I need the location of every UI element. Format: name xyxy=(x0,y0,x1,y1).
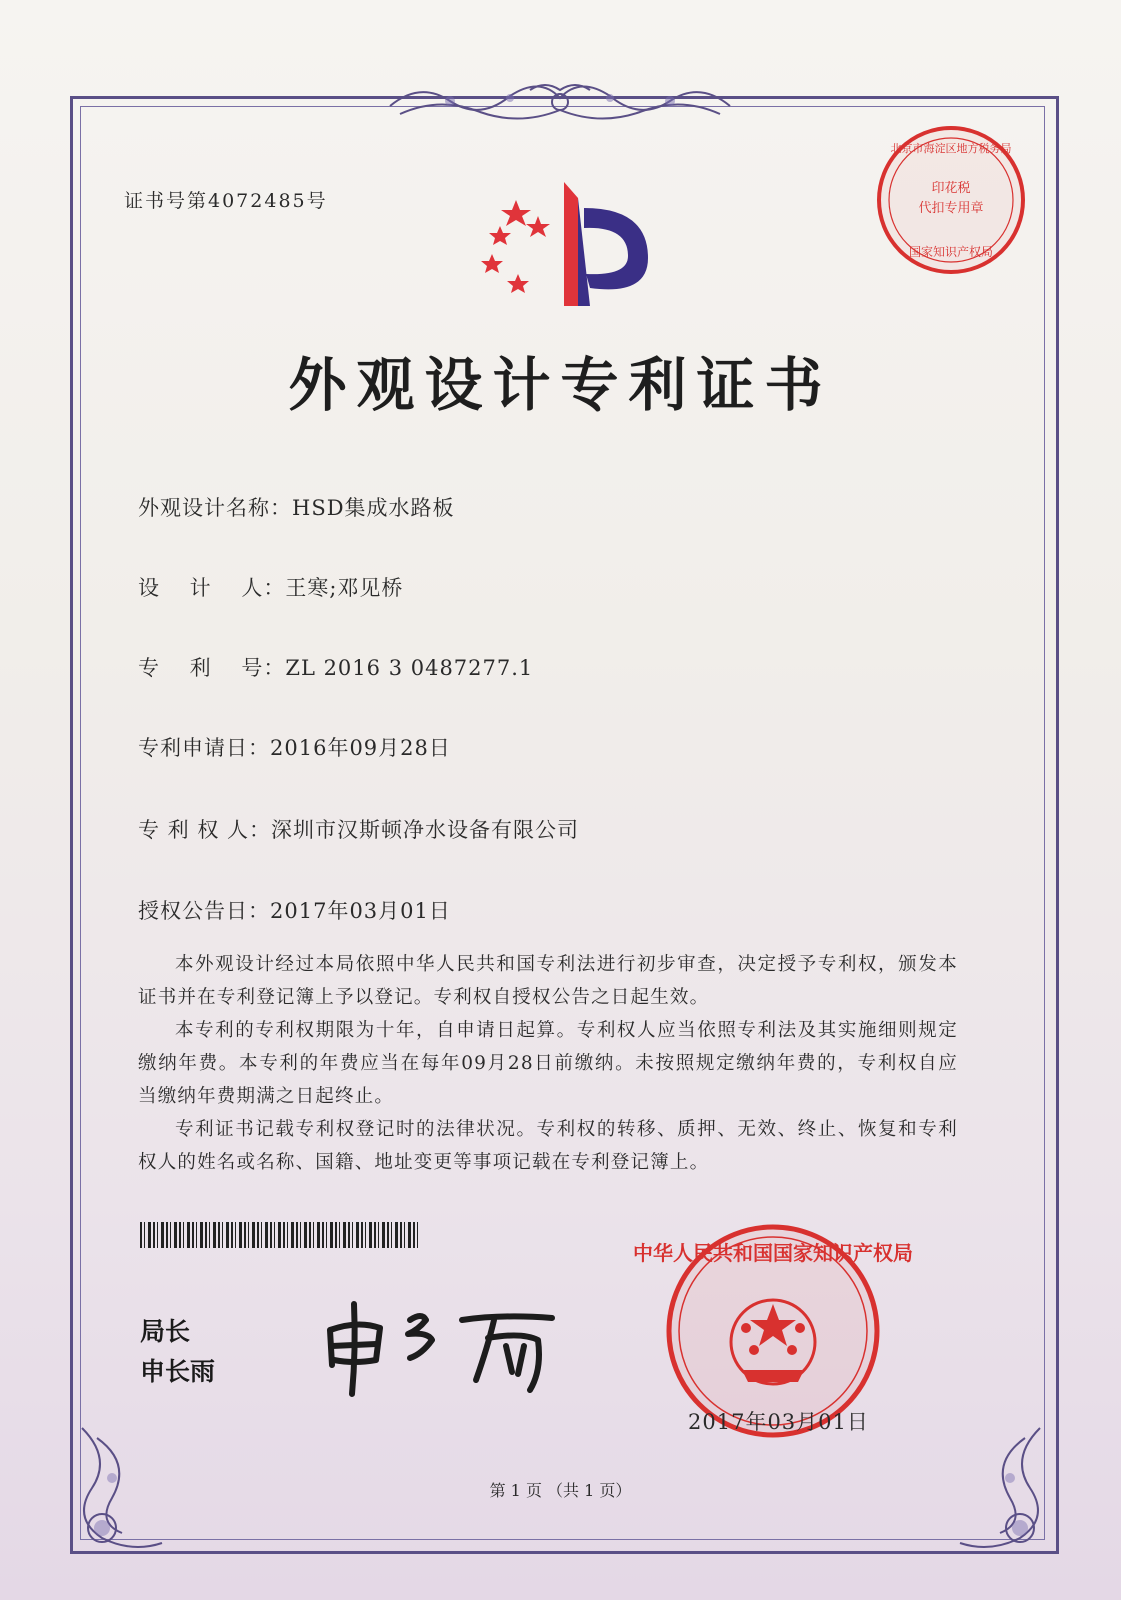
paragraph: 本专利的专利权期限为十年，自申请日起算。专利权人应当依照专利法及其实施细则规定缴纳年费。本专利的年费应当在每年09月28日前缴纳。未按照规定缴纳年费的，专利权自应当缴纳年费期满之日起终止。 xyxy=(138,1020,958,1107)
field-value: 王寒;邓见桥 xyxy=(285,576,404,600)
patent-office-logo xyxy=(478,178,658,308)
field-label: 授权公告日： xyxy=(138,899,270,923)
field-value: 深圳市汉斯顿净水设备有限公司 xyxy=(271,818,580,842)
issue-date: 2017年03月01日 xyxy=(688,1410,869,1434)
page-number: 第 1 页 （共 1 页） xyxy=(489,1481,632,1500)
svg-text:代扣专用章: 代扣专用章 xyxy=(918,201,984,216)
paragraph: 本外观设计经过本局依照中华人民共和国专利法进行初步审查，决定授予专利权，颁发本证书并在专利登记簿上予以登记。专利权自授权公告之日起生效。 xyxy=(138,954,958,1008)
svg-text:北京市海淀区地方税务局: 北京市海淀区地方税务局 xyxy=(890,142,1012,155)
grant-date-field xyxy=(138,895,451,925)
certificate-number: 证书号第4072485号 xyxy=(124,190,328,212)
field-label: 专利申请日： xyxy=(138,736,270,760)
handwritten-signature xyxy=(318,1290,568,1400)
field-value: 2017年03月01日 xyxy=(270,899,451,923)
patentee-field xyxy=(138,814,579,844)
svg-text:中华人民共和国国家知识产权局: 中华人民共和国国家知识产权局 xyxy=(633,1241,913,1265)
signatory-name: 申长雨 xyxy=(140,1357,216,1386)
designer-field xyxy=(138,572,403,602)
field-value: HSD集成水路板 xyxy=(292,496,455,520)
paragraph: 专利证书记载专利权登记时的法律状况。专利权的转移、质押、无效、终止、恢复和专利权人的姓名或名称、国籍、地址变更等事项记载在专利登记簿上。 xyxy=(138,1119,958,1173)
field-label: 专 利 号： xyxy=(138,656,286,680)
field-label: 设 计 人： xyxy=(138,576,286,600)
certificate-title: 外观设计专利证书 xyxy=(288,351,833,419)
field-label: 专 利 权 人： xyxy=(138,818,272,842)
top-ornament xyxy=(380,76,740,126)
field-label: 外观设计名称： xyxy=(138,496,292,520)
application-date-field xyxy=(138,732,451,762)
field-value: 2016年09月28日 xyxy=(270,736,451,760)
tax-stamp xyxy=(873,122,1029,278)
field-value: ZL 2016 3 0487277.1 xyxy=(285,656,534,680)
certificate-body xyxy=(138,948,958,1179)
barcode xyxy=(140,1222,420,1248)
svg-text:印花税: 印花税 xyxy=(931,181,971,196)
svg-text:国家知识产权局: 国家知识产权局 xyxy=(908,245,994,259)
patent-number-field xyxy=(138,652,533,682)
design-name-field xyxy=(138,492,455,522)
signatory-title: 局长 xyxy=(140,1317,191,1346)
